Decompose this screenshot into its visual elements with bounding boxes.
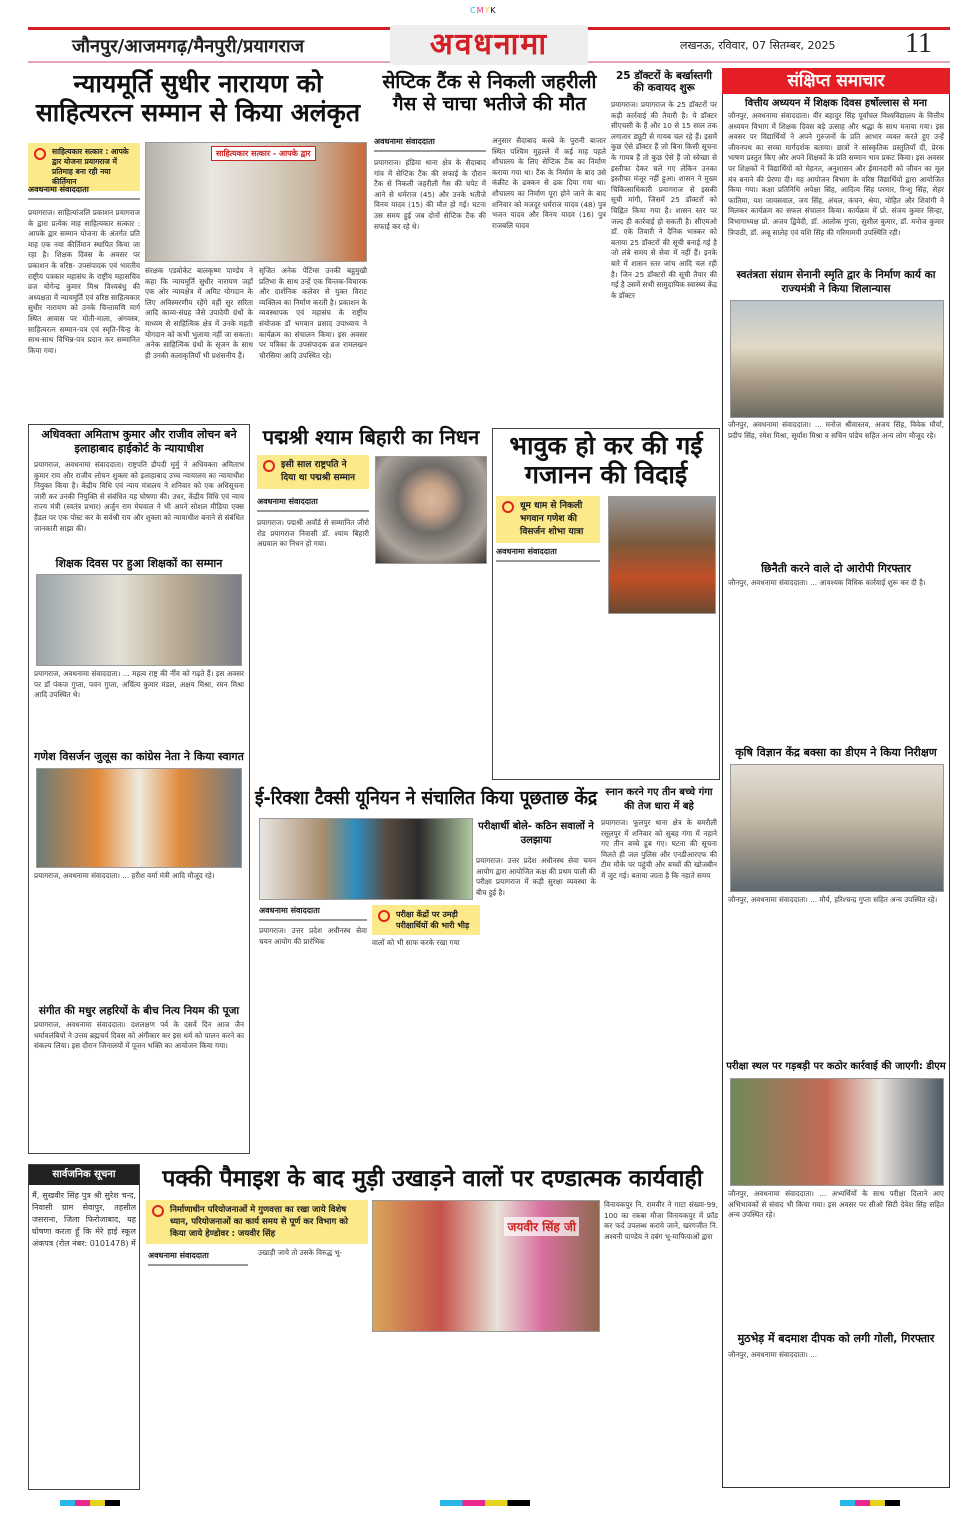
septic-body-col1: प्रयागराज। हंडिया थाना क्षेत्र के सैदाबाद गांव में सेप्टिक टैंक की सफाई के दौरान टैंक से निकली जहरीली गैस की चपेट में आने से धर्मराज (45) और उनके भतीजे विनय यादव (15) की मौत हो गई। घटना उस समय हुई जब दोनों सेप्टिक टैंक की सफाई कर रहे थे। bbox=[374, 158, 486, 231]
teachers-body: प्रयागराज, अवधनामा संवाददाता। ... महत्व राष्ट्र की नींव को गढ़ते हैं। इस अवसर पर डॉ पंकज गुप्ता, पवन गुप्ता, अचिंत्य कुमार मंडल, अक्षय मिश्रा, रमन मिश्रा आदि उपस्थित थे। bbox=[34, 669, 244, 700]
erickshaw-photo bbox=[259, 818, 473, 900]
bullet-ring-icon bbox=[34, 148, 46, 160]
brief-body-6: जौनपुर, अवधनामा संवाददाता। ... bbox=[728, 1350, 818, 1359]
registration-color-bar bbox=[840, 1500, 900, 1506]
ganpati-byline: अवधनामा संवाददाता bbox=[496, 546, 600, 562]
brief-body-4: जौनपुर, अवधनामा संवाददाता। ... मौर्य, हरिश्चन्द्र गुप्ता सहित अन्य उपस्थित रहे। bbox=[728, 895, 938, 904]
brief-headline-4: कृषि विज्ञान केंद्र बक्सा का डीएम ने किया निरीक्षण bbox=[735, 746, 937, 759]
brief-headline-5: परीक्षा स्थल पर गड़बड़ी पर कठोर कार्रवाई की जाएगी: डीएम bbox=[726, 1061, 946, 1072]
judges-headline: अधिवक्ता अमिताभ कुमार और राजीव लोचन बने इलाहाबाद हाईकोर्ट के न्यायाधीश bbox=[41, 428, 237, 455]
bullet-ring-icon bbox=[263, 460, 275, 472]
cmyk-marks bbox=[470, 6, 497, 15]
krishi-kendra-photo bbox=[730, 764, 944, 892]
sangeet-body: प्रयागराज, अवधनामा संवाददाता। दशलक्षण पर्व के दसवें दिन आज जैन धर्मावलंबियों ने उत्तम ब्रह्मचर्य दिवस को अंगीकार कर इस धर्म को पालन करने का संकल्प लिया। इस दौरान जिनालयों में पूजन भक्ति का आयोजन किया गया। bbox=[34, 1020, 244, 1051]
bottom-photo bbox=[372, 1200, 600, 1332]
septic-byline: अवधनामा संवाददाता bbox=[374, 136, 486, 152]
page-number: 11 bbox=[905, 28, 932, 59]
cmyk-c: C bbox=[470, 6, 477, 15]
erickshaw-highlight-text: परीक्षा केंद्रों पर उमड़ी परीक्षार्थियों की भारी भीड़ bbox=[396, 910, 470, 930]
lead-body-col3: सृजित अनेक पेंटिंग्स उनकी बहुमुखी प्रतिभा के साथ उन्हें एक चिन्तक-विचारक और दार्शनिक कलेवर से युक्त विराट व्यक्तित्व का निर्माण करती है। प्रकाशन के व्यवस्थापक एवं महासंघ के राष्ट्रीय संयोजक डॉ भगवान प्रसाद उपाध्याय ने कार्यक्रम का संचालन किया। इस अवसर पर पत्रिका के उपसंपादक व्रज रामलखन चौरसिया आदि उपस्थित रहे। bbox=[259, 266, 367, 360]
public-notice-body: मैं, सुखवीर सिंह पुत्र श्री सुरेश चन्द, निवासी ग्राम सेवापुर, तहसील जसराना, जिला फिरोजाबाद, यह घोषणा करता हूँ कि मेरे हाई स्कूल अंकपत्र (रोल नंबर: 0101478) में bbox=[32, 1191, 136, 1248]
snan-headline: स्नान करने गए तीन बच्चे गंगा की तेज धारा में बहे bbox=[605, 787, 713, 812]
brief-body-1: जौनपुर, अवधनामा संवाददाता। वीर बहादुर सिंह पूर्वांचल विश्वविद्यालय के वित्तीय अध्ययन विभाग में शिक्षक दिवस बड़े उत्साह और श्रद्धा के साथ मनाया गया। इस अवसर पर विद्यार्थियों ने अपने गुरुजनों के प्रति आभार व्यक्त करते हुए उन्हें जीवनपथ का सच्चा मार्गदर्शक बताया। छात्रों ने सांस्कृतिक प्रस्तुतियाँ दीं, प्रेरक भाषण प्रस्तुत किए और अपने शिक्षकों के प्रति सम्मान भाव प्रकट किया। इस अवसर पर शिक्षकों ने विद्यार्थियों को मेहनत, अनुशासन और ईमानदारी को जीवन का मूल मंत्र बनाने की प्रेरणा दी। यह आयोजन विभाग के वरिष्ठ विद्यार्थियों द्वारा आयोजित किया गया। कक्षा प्रतिनिधि अपेक्षा सिंह, आदित्य सिंह परमार, रिन्शु सिंह, सेहर फातिमा, यश जायसवाल, जय सिंह, अंचल, कंचन, श्रेया, मोहित और शिवांगी ने मिलकर कार्यक्रम का सफल संचालन किया। कार्यक्रम में प्रो. संजय कुमार सिन्हा, विभागाध्यक्ष प्रो. अजय द्विवेदी, डॉ. आलोक गुप्ता, सुशील कुमार, डॉ. मनोज कुमार त्रिपाठी, डॉ. अबू सालेह एवं यशि सिंह की गरिमामयी उपस्थिति रही। bbox=[728, 111, 944, 237]
bullet-ring-icon bbox=[502, 501, 514, 513]
lead-body-col1: प्रयागराज। साहित्यांजलि प्रकाशन प्रयागराज के द्वारा प्रत्येक माह साहित्यकार सत्कार : आपके द्वार सम्मान योजना के अंतर्गत प्रति माह एक नया कीर्तिमान स्थापित किया जा रहा है। शिक्षक दिवस के अवसर पर प्रकाशन के वरिष्ठ- उपसंपादक एवं भारतीय राष्ट्रीय पत्रकार महासंघ के राष्ट्रीय महासचिव व्रज योगेन्द्र कुमार मिश्र विश्वबंधु की अध्यक्षता में न्यायमूर्ति एवं वरिष्ठ साहित्यकार सुधीर नारायण को उनके चिन्तामणि मार्ग स्थित आवास पर मोती-माला, अंगवस्त्र, साहित्यरत्न सम्मान-पत्र एवं स्मृति-चिन्ह के साथ-साथ विभिन्न-पत्र प्रदान कर सम्मानित किया गया। bbox=[28, 208, 140, 355]
section-title: जौनपुर/आजमगढ़/मैनपुरी/प्रयागराज bbox=[72, 36, 304, 57]
lead-byline: अवधनामा संवाददाता bbox=[28, 184, 140, 200]
lead-body-col2: संरक्षक एडवोकेट बालकृष्ण पाण्डेय ने कहा कि न्यायमूर्ति सुधीर नारायण जहाँ एक ओर न्यायक्षेत्र में अमिट योगदान के लिए अविस्मरणीय रहेंगे वहीं सुर सरिता आदि काव्य-संग्रह जैसे उपादेयी ग्रंथों के माध्यम से साहित्यिक क्षेत्र में उनके महती योगदान को कभी भुलाया नहीं जा सकता। अनेक साहित्यिक ग्रंथों के सृजन के साथ ही उनकी कलाकृतियाँ भी प्रशंसनीय हैं। bbox=[145, 266, 253, 360]
registration-color-bar bbox=[60, 1500, 120, 1506]
ganesh-body: प्रयागराज, अवधनामा संवाददाता। ... हरीश वर्मा मंत्री आदि मौजूद रहे। bbox=[34, 871, 215, 880]
registration-color-bar bbox=[440, 1500, 530, 1506]
septic-headline: सेप्टिक टैंक से निकली जहरीली गैस से चाचा भतीजे की मौत bbox=[382, 71, 597, 115]
erickshaw-headline-wrap bbox=[255, 788, 597, 814]
erickshaw-highlight bbox=[372, 905, 480, 935]
bottom-highlight bbox=[146, 1200, 368, 1244]
padmashri-highlight-text: इसी साल राष्ट्रपति ने दिया था पद्मश्री सम्मान bbox=[281, 460, 356, 483]
ganesh-idol-photo bbox=[608, 496, 716, 614]
judges-body: प्रयागराज, अवधनामा संवाददाता। राष्ट्रपति द्रौपदी मुर्मु ने अधिवक्ता अमिताभ कुमार राय और राजीव लोचन शुक्ला को इलाहाबाद उच्च न्यायालय का न्यायाधीश नियुक्त किया है। केंद्रीय विधि एवं न्याय मंत्रालय ने शनिवार को एक अधिसूचना जारी कर उनकी नियुक्ति से संबंधित यह घोषणा की। उधर, केंद्रीय विधि एवं न्याय राज्य मंत्री (स्वतंत्र प्रभार) अर्जुन राम मेघवाल ने भी अपने सोशल मीडिया एक्स हैंडल पर एक पोस्ट कर के सर्वश्री राय और शुक्ला को न्यायाधीश बनाने से संबंधित जानकारी साझा की। bbox=[34, 460, 244, 533]
ganpati-highlight bbox=[496, 496, 600, 543]
teachers-headline: शिक्षक दिवस पर हुआ शिक्षकों का सम्मान bbox=[55, 557, 223, 570]
cmyk-m: M bbox=[476, 6, 485, 15]
brief-body-3: जौनपुर, अवधनामा संवाददाता। ... आवश्यक विधिक कार्रवाई शुरू कर दी है। bbox=[728, 578, 926, 587]
padmashri-highlight bbox=[257, 455, 369, 489]
brief-headline-1: वित्तीय अध्ययन में शिक्षक दिवस हर्षोल्लास से मना bbox=[744, 98, 927, 109]
lead-photo bbox=[145, 142, 367, 262]
erickshaw-headline: ई-रिक्शा टैक्सी यूनियन ने संचालित किया पूछताछ केंद्र bbox=[255, 787, 598, 809]
ganesh-photo bbox=[36, 768, 242, 868]
cmyk-y: Y bbox=[484, 6, 491, 15]
brief-headline-3: छिनैती करने वाले दो आरोपी गिरफ्तार bbox=[761, 562, 911, 575]
exam-centre-photo bbox=[730, 1078, 944, 1186]
teachers-photo bbox=[36, 574, 242, 666]
brief-news-title: संक्षिप्त समाचार bbox=[722, 68, 950, 94]
bullet-ring-icon bbox=[378, 910, 390, 922]
edition-date: लखनऊ, रविवार, 07 सितम्बर, 2025 bbox=[680, 39, 836, 52]
bottom-body-col4: विनायकपुर नि. रामवीर ने गाटा संख्या-99, 100 का रकबा मौजा विनायकपुर में फ्रॉड कर फर्द उपलब्ध कराये जाने, खरगजीत नि. अश्वनी पाण्डेय ने दबंग भू-माफियाओं द्वारा bbox=[604, 1200, 718, 1241]
foundation-stone-photo bbox=[730, 300, 944, 418]
bullet-ring-icon bbox=[152, 1205, 164, 1217]
bottom-headline: पक्की पैमाइश के बाद मुड़ी उखाड़ने वालों पर दण्डात्मक कार्यवाही bbox=[162, 1166, 703, 1192]
padmashri-byline: अवधनामा संवाददाता bbox=[257, 496, 369, 512]
snan-body: प्रयागराज। फूलपुर थाना क्षेत्र के बमरौली रसूलपुर में शनिवार को सुबह गंगा में नहाने गए तीन बच्चे डूब गए। घटना की सूचना मिलते ही जल पुलिस और एनडीआरएफ की टीम मौके पर पहुंची और बच्चों की खोजबीन में जुट गई। बताया जाता है कि नहाते समय bbox=[601, 818, 717, 880]
brief-body-2: जौनपुर, अवधनामा संवाददाता। ... मनोज श्रीवास्तव, अजय सिंह, विवेक मौर्या, प्रदीप सिंह, रमेश मिश्रा, सूर्यांश मिश्रा व सचिन पांडेय सहित अन्य लोग मौजूद रहे। bbox=[728, 420, 944, 440]
photo-banner: साहित्यकार सत्कार - आपके द्वार bbox=[211, 146, 316, 161]
sangeet-headline: संगीत की मधुर लहरियों के बीच नित्य नियम की पूजा bbox=[38, 1005, 240, 1017]
erickshaw-body: प्रयागराज। उत्तर प्रदेश अधीनस्थ सेवा चयन आयोग की प्रारंभिक bbox=[259, 926, 367, 946]
septic-body-col2: अनुसार सैदाबाद कस्बे के पुरानी बाजार स्थित पश्चिम मुहल्ले में कई माह पहले शौचालय के लिए सेप्टिक टैंक का निर्माण कराया गया था। टैंक के निर्माण के बाद उसे कंक्रीट के ढक्कन से ढक दिया गया था। शौचालय का निर्माण पूरा होने जाने के बाद शनिवार को मजदूर धर्मराज यादव (48) पुत्र भजन यादव और विनय यादव (16) पुत्र राजबलि यादव bbox=[492, 136, 606, 230]
brief-headline-6: मुठभेड़ में बदमाश दीपक को लगी गोली, गिरफ्तार bbox=[737, 1332, 935, 1345]
doctors-headline: 25 डॉक्टरों के बर्खास्तगी की कवायद शुरू bbox=[615, 70, 712, 95]
exam-sub-headline: परीक्षार्थी बोले- कठिन सवालों ने उलझाया bbox=[478, 821, 594, 846]
exam-sub-body: प्रयागराज। उत्तर प्रदेश अधीनस्थ सेवा चयन आयोग द्वारा आयोजित कक्ष की प्रथम पाली की परीक्षा प्रयागराज में कड़ी सुरक्षा व्यवस्था के बीच हुई है। bbox=[476, 856, 596, 897]
photo-banner: जयवीर सिंह जी bbox=[504, 1217, 579, 1236]
brief-body-5: जौनपुर, अवधनामा संवाददाता। ... अभ्यर्थियों के साथ परीक्षा दिलाने आए अभिभावकों से संवाद भी किया गया। इस अवसर पर सीओ सिटी देवेश सिंह सहित अन्य उपस्थित रहे। bbox=[728, 1189, 944, 1220]
ganesh-headline: गणेश विसर्जन जुलूस का कांग्रेस नेता ने किया स्वागत bbox=[34, 750, 244, 763]
bottom-byline: अवधनामा संवाददाता bbox=[148, 1250, 248, 1266]
padmashri-body: प्रयागराज। पद्मश्री अवॉर्ड से सम्मानित जीरो रोड प्रयागराज निवासी डॉ. श्याम बिहारी अग्रवाल का निधन हो गया। bbox=[257, 518, 369, 549]
lead-headline: न्यायमूर्ति सुधीर नारायण को साहित्यरत्न सम्मान से किया अलंकृत bbox=[35, 69, 361, 127]
padmashri-photo bbox=[375, 456, 487, 564]
doctors-body: प्रयागराज। प्रयागराज के 25 डॉक्टरों पर कड़ी कार्रवाई की तैयारी है। ये डॉक्टर सीएचसी के हैं और 10 से 15 साल तक लगातार ड्यूटी से गायब चल रहे हैं। इसमें कुछ ऐसे डॉक्टर हैं जो बिना किसी सूचना के गायब हैं तो कुछ ऐसे हैं जो स्वेच्छा से इस्तीफा देकर चले गए लेकिन उनका इस्तीफा मंजूर नहीं हुआ। शासन ने मुख्य चिकित्साधिकारी प्रयागराज से इसकी सूची मांगी, जिसमें 25 डॉक्टरों को चिह्नित किया गया है। शासन स्तर पर जल्द ही कार्रवाई हो सकती है। सीएमओ डॉ. एके तिवारी ने दैनिक भास्कर को बताया 25 डॉक्टरों की सूची बनाई गई है जो लंबे समय से सेवा में नहीं हैं। इनके बारे में शासन स्तर जांच आदि चल रही है। जिन 25 डॉक्टरों की सूची तैयार की गई है उसमें सभी सामुदायिक स्वास्थ्य केंद्र के डॉक्टर bbox=[611, 100, 717, 300]
newspaper-logo: अवधनामा bbox=[390, 25, 588, 65]
lead-highlight-text: साहित्यकार सत्कार : आपके द्वार योजना प्रयागराज में प्रतिमाह बना रही नया कीर्तिमान bbox=[52, 147, 129, 186]
bottom-highlight-text: निर्माणाधीन परियोजनाओं मे गुणवत्ता का रखा जाये विशेष ध्यान, परियोजनाओं का कार्य समय से पूर्ण कर विभाग को किया जाये हेण्डोवर : जयवीर सिंह bbox=[170, 1205, 348, 1239]
erickshaw-body-col2: वालों को भी साफ करके रखा गया bbox=[372, 938, 460, 947]
padmashri-headline: पद्मश्री श्याम बिहारी का निधन bbox=[262, 425, 480, 449]
public-notice-title: सार्वजनिक सूचना bbox=[29, 1165, 139, 1185]
cmyk-k: K bbox=[490, 6, 497, 15]
brief-headline-2: स्वतंत्रता संग्राम सेनानी स्मृति द्वार के निर्माण कार्य का राज्यमंत्री ने किया शिलान्यास bbox=[736, 269, 936, 295]
ganpati-highlight-text: धूम धाम से निकली भगवान गणेश की विसर्जन शोभा यात्रा bbox=[520, 501, 584, 537]
ganpati-headline: भावुक हो कर की गई गजानन की विदाई bbox=[509, 431, 703, 489]
bottom-body-col2: उखाड़ी जाये तो उसके विरुद्ध भू- bbox=[258, 1248, 342, 1257]
erickshaw-byline: अवधनामा संवाददाता bbox=[259, 905, 367, 921]
